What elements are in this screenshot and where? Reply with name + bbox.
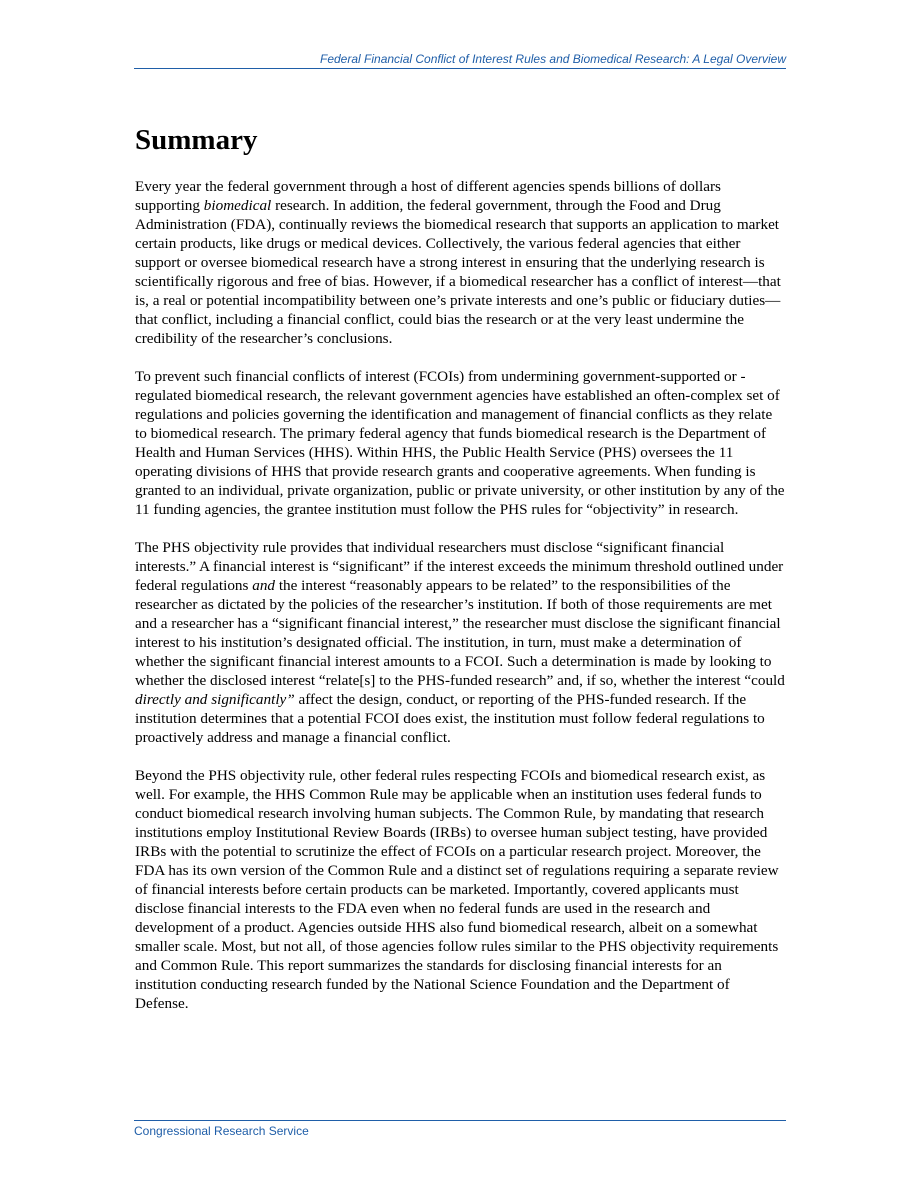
emphasis-and: and [252, 577, 276, 594]
emphasis-directly-significantly: directly and significantly” [135, 691, 295, 708]
paragraph-4: Beyond the PHS objectivity rule, other federal rules respecting FCOIs and biomedical research exist, as well. For example, the HHS Common Rule may be applicable when an institution uses federal funds to conduct biomedical research involving human subjects. The Common Rule, by mandating that research institutions employ Institutional Review Boards (IRBs) to oversee human subject testing, have provided IRBs with the potential to scrutinize the effect of FCOIs on a particular research project. Moreover, the FDA has its own version of the Common Rule and a distinct set of regulations requiring a separate review of financial interests before certain products can be marketed. Importantly, covered applicants must disclose financial interests to the FDA even when no federal funds are used in the research and development of a product. Agencies outside HHS also fund biomedical research, albeit on a somewhat smaller scale. Most, but not all, of those agencies follow rules similar to the PHS objectivity requirements and Common Rule. This report summarizes the standards for disclosing financial interests for an institution conducting research funded by the National Science Foundation and the Department of Defense. [135, 767, 779, 1012]
paragraph-3: The PHS objectivity rule provides that individual researchers must disclose “significant financial interests.” A financial interest is “significant” if the interest exceeds the minimum threshold outlined under federal regulations and the interest “reasonably appears to be related” to the responsibilities of the researcher as dictated by the policies of the researcher’s institution. If both of those requirements are met and a researcher has a “significant financial interest,” the researcher must disclose the significant financial interest to his institution’s designated official. The institution, in turn, must make a determination of whether the significant financial interest amounts to a FCOI. Such a determination is made by looking to whether the disclosed interest “relate[s] to the PHS-funded research” and, if so, whether the interest “could directly and significantly” affect the design, conduct, or reporting of the PHS-funded research. If the institution determines that a potential FCOI does exist, the institution must follow federal regulations to proactively address and manage a financial conflict. [135, 539, 785, 746]
footer-organization: Congressional Research Service [134, 1124, 309, 1138]
running-header [134, 52, 786, 69]
page-footer [134, 1120, 786, 1139]
emphasis-biomedical: biomedical [203, 197, 272, 214]
paragraph-1: Every year the federal government through a host of different agencies spends billions of dollars supporting biomedical research. In addition, the federal government, through the Food and Drug Administration (FDA), continually reviews the biomedical research that supports an application to market certain products, like drugs or medical devices. Collectively, the various federal agencies that either support or oversee biomedical research have a strong interest in ensuring that the underlying research is scientifically rigorous and free of bias. However, if a biomedical researcher has a conflict of interest—that is, a real or potential incompatibility between one’s private interests and one’s public or fiduciary duties—that conflict, including a financial conflict, could bias the research or at the very least undermine the credibility of the researcher’s conclusions. [135, 178, 781, 347]
page-title: Summary [135, 124, 258, 156]
paragraph-2: To prevent such financial conflicts of interest (FCOIs) from undermining government-supported or -regulated biomedical research, the relevant government agencies have established an often-complex set of regulations and policies governing the identification and management of financial conflicts as they relate to biomedical research. The primary federal agency that funds biomedical research is the Department of Health and Human Services (HHS). Within HHS, the Public Health Service (PHS) oversees the 11 operating divisions of HHS that provide research grants and cooperative agreements. When funding is granted to an individual, private organization, public or private university, or other institution by any of the 11 funding agencies, the grantee institution must follow the PHS rules for “objectivity” in research. [135, 368, 785, 518]
summary-body [135, 177, 787, 1032]
running-header-title: Federal Financial Conflict of Interest Rules and Biomedical Research: A Legal Overview [320, 52, 786, 66]
